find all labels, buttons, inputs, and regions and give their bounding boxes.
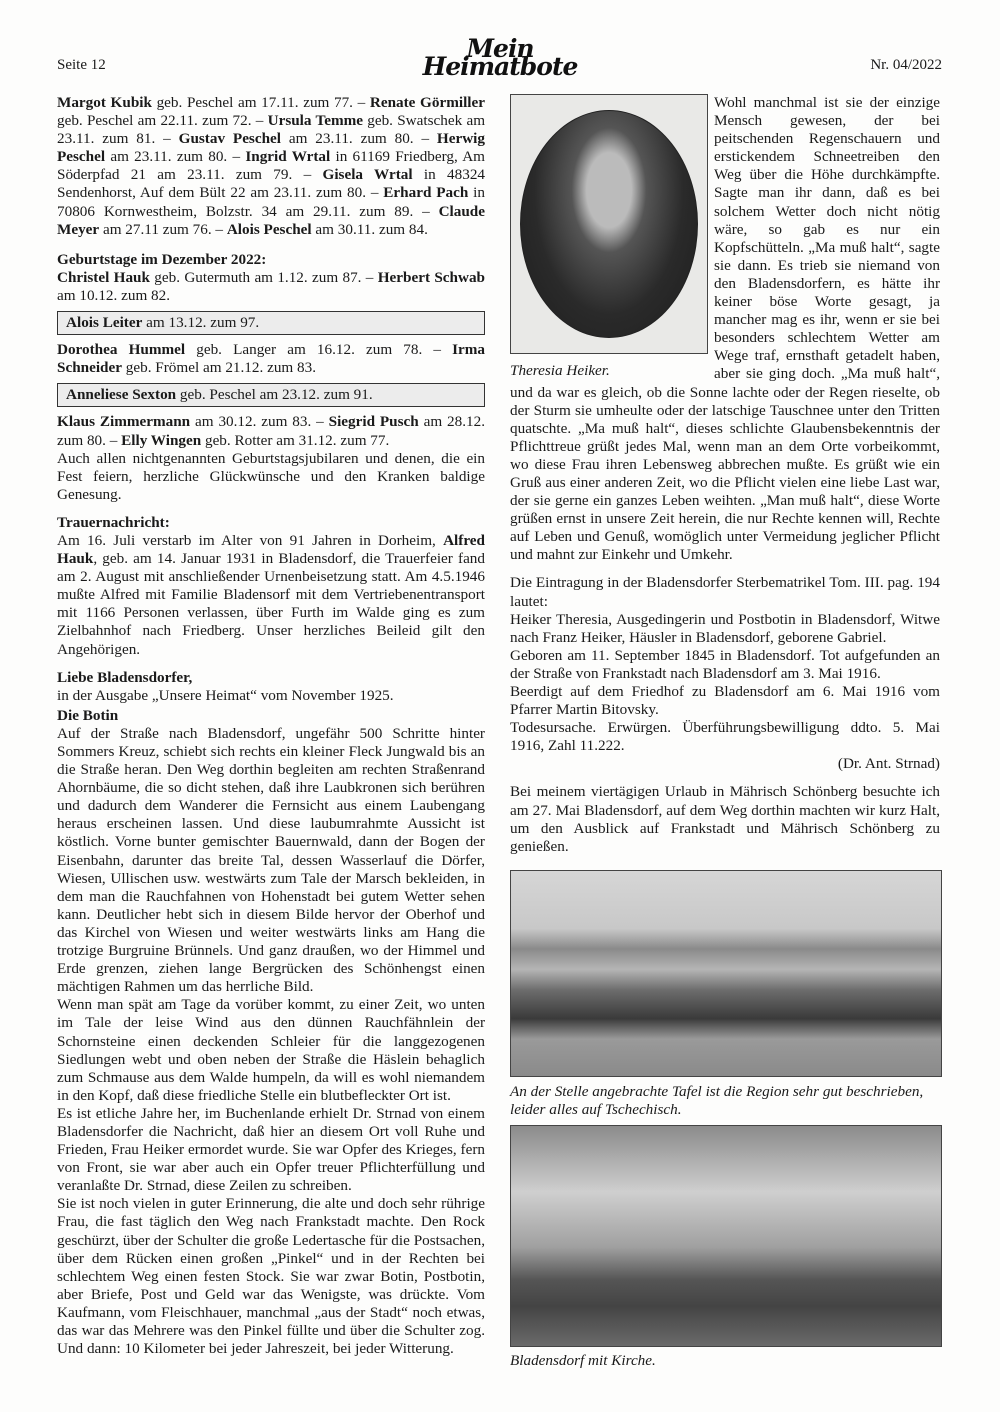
register-entry: Geboren am 11. September 1845 in Bladensdorf. Tot aufgefunden an der Straße von Frankstadt nach Bladensdorf am 3. Mai 1916. — [510, 646, 940, 682]
december-birthdays-1 — [57, 269, 485, 305]
text-run: geb. Rotter am 31.12. zum 77. — [201, 431, 390, 449]
highlighted-birthday-2 — [57, 383, 485, 407]
mourning-heading: Trauernachricht: — [57, 513, 170, 531]
botin-paragraph: Wenn man spät am Tage da vorüber kommt, zu einer Zeit, wo unten im Tale der leise Wind aus den dünnen Rauchfähnlein der Schornsteine einen deckenden Schleier für die langgezogenen Siedlungen webt und oben neben der Straße die Häslein behaglich zum Schmause aus dem Walde humpeln, da will es wohl niemandem in den Kopf, daß diese friedliche Stelle ein blutbefleckter Ort ist. — [57, 996, 485, 1104]
person-name: Ingrid Wrtal — [245, 148, 331, 166]
landscape-caption: An der Stelle angebrachte Tafel ist die Region sehr gut beschrieben, leider alles auf Tschechisch. — [510, 1083, 924, 1119]
person-name: Herbert Schwab — [377, 268, 485, 286]
portrait-caption: Theresia Heiker. — [510, 362, 610, 379]
dear-heading: Liebe Bladensdorfer, — [57, 668, 193, 686]
text-run: in 48324 Sendenhorst, Auf dem Bült 22 am 23.11. zum 80. – — [57, 166, 486, 202]
botin-paragraph: Auf der Straße nach Bladensdorf, ungefähr 500 Schritte hinter Sommers Kreuz, schiebt sich rechts ein kleiner Fleck Jungwald bis an die Straße heran. Den Weg dorthin begleiten am rechten Straßenrand Ahornbäume, die so dicht stehen, daß ihre Laubkronen sich berühren und dadurch dem Wanderer die Fernsicht aus einem Laubengang heraus erscheinen lassen. Und diese laubumrahmte Aussicht ist köstlich. Vorne bunter gemischter Bauernwald, dann der Bogen der Eisenbahn, darunter das breite Tal, dessen Wasserlauf die Dörfer, Wiesen, Ullischen usw. westwärts zum Tale der Marsch bekleiden, in dem man die Rauchfahnen von Hohenstadt bei gutem Wetter sehen kann. Deutlicher hebt sich in diesem Bilde hervor der Oberhof und das Kirchel von Wiesen und weiter westwärts links am Hang die trotzige Burgruine Brünnels. Und ganz draußen, wo der Himmel und Erde grenzen, ziehen lange Bergrücken des Schönhengst einen mächtigen Rahmen um das herrliche Bild. — [57, 724, 485, 996]
text-run: geb. Frömel am 21.12. zum 83. — [121, 359, 317, 377]
botin-heading: Die Botin — [57, 706, 119, 724]
person-name: Irma Schneider — [57, 341, 485, 377]
register-entry: Beerdigt auf dem Friedhof zu Bladensdorf am 6. Mai 1916 vom Pfarrer Martin Bitovsky. — [510, 683, 940, 719]
text-run: am 30.11. zum 84. — [311, 220, 428, 238]
text-run: am 10.12. zum 82. — [57, 286, 171, 304]
left-column — [57, 94, 485, 1358]
botin-paragraph: Sie ist noch vielen in guter Erinnerung, die alte und doch sehr rührige Frau, die fast täglich den Weg nach Frankstadt machte. Den Rock geschürzt, über der Schulter die große Ledertasche für die Postsachen, über dem Rücken einen großen „Pinkel“ und in der Rechten bei schlechtem Weg einen festen Stock. Sie war zwar Botin, Postbotin, aber Briefe, Post und Geld war das Wenigste, was drückte. Vom Kaufmann, vom Fleischhauer, manchmal „aus der Stadt“ noch etwas, das war das Mehrere was den Pinkel füllte und über die Schulter zog. Und dann: 10 Kilometer bei jeder Jahreszeit, bei jeder Witterung. — [57, 1195, 485, 1358]
person-name: Alois Leiter — [66, 314, 143, 332]
person-name: Ursula Temme — [267, 112, 363, 130]
botin-continued: Wohl manchmal ist sie der einzige Mensch gewesen, der bei peitschenden Regenschauern und erstickendem Schneetreiben den Weg über die Höhe durchkämpfte. Sagte man ihr dann, daß es bei solchem Wetter doch nicht nötig wäre, so gab es nur ein Kopfschütteln. „Ma muß halt“, sagte sie dann. Es trieb sie niemand von den Bladensdorfern, es hätte ihr keiner böse Worte gesagt, ja mancher mag es ihr, wenn er sie bei besonders schlechtem Wetter am Wege traf, ernsthaft getadelt haben, aber sie ging doch. „Ma muß halt“, und da war es gleich, ob die Sonne lachte oder der Regen rieselte, ob der Sturm sie umheulte oder der latschige Tauschnee unter den Tritten quatschte. „Ma muß halt“, dieses schlichte Glaubensbekenntnis der Pflichttreue grüßt jedes Mal, wenn man an dem Orte vorbeikommt, wo diese Frau ihren Lebensweg abbrechen mußte. Es grüßt wie ein Gruß aus einer anderen Zeit, wo die Pflicht vielen eine liebe Last war, der sie gerne ein ganzes Leben weihten. „Man muß halt“, diese Worte grüßen ernst in unsere Zeit herein, die nur Rechte kennen will, Rechte auf Leben und Genuß, womöglich unter Vermeidung jeglicher Pflicht und mahnt zur Einkehr und Umkehr. — [510, 94, 940, 564]
landscape-photo — [510, 870, 942, 1077]
text-run: am 13.12. zum 97. — [142, 314, 260, 332]
text-run: geb. Gutermuth am 1.12. zum 87. – — [149, 268, 378, 286]
person-name: Alois Peschel — [226, 220, 312, 238]
text-run: am 30.12. zum 83. – — [190, 413, 329, 431]
text-run: in 61169 Friedberg, Am Söderpfad 21 am 23.11. zum 79. – — [57, 148, 485, 184]
text-run: geb. Swatschek am 23.11. zum 81. – — [57, 112, 486, 148]
issue-number: Nr. 04/2022 — [870, 57, 942, 73]
december-birthdays-3 — [57, 413, 485, 449]
author-signature: (Dr. Ant. Strnad) — [837, 755, 940, 773]
church-caption: Bladensdorf mit Kirche. — [510, 1352, 656, 1369]
text-run: geb. Peschel am 23.12. zum 91. — [176, 386, 373, 404]
person-name: Erhard Pach — [383, 184, 469, 202]
portrait-oval — [520, 110, 698, 338]
register-entry: Todesursache. Erwürgen. Überführungsbewilligung ddto. 5. Mai 1916, Zahl 11.222. — [510, 719, 940, 755]
text-run: am 23.11. zum 80. – — [105, 148, 246, 166]
botin-paragraph: Es ist etliche Jahre her, im Buchenlande erhielt Dr. Strnad von einem Bladensdorfer die Nachricht, daß hier an diesem Ort voll Ruhe und Frieden, Frau Heiker ermordet wurde. Sie war Opfer des Krieges, fern von Front, sie war aber auch ein Opfer treuer Pflichterfüllung und veranlaßte Dr. Strnad, diese Zeilen zu schreiben. — [57, 1104, 485, 1195]
page-number: Seite 12 — [57, 57, 106, 73]
church-photo — [510, 1125, 942, 1347]
register-entry: Heiker Theresia, Ausgedingerin und Postbotin in Bladensdorf, Witwe nach Franz Heiker, Häusler in Bladensdorf, geborene Gabriel. — [510, 610, 940, 646]
portrait-figure — [510, 94, 710, 380]
text-run: am 27.11 zum 76. – — [99, 220, 227, 238]
person-name: Alfred Hauk — [57, 531, 485, 568]
person-name: Siegrid Pusch — [328, 413, 419, 431]
december-birthdays-2 — [57, 341, 485, 377]
december-heading: Geburtstage im Dezember 2022: — [57, 250, 267, 268]
text-run: geb. Peschel am 22.11. zum 72. – — [57, 112, 268, 130]
person-name: Dorothea Hummel — [57, 341, 186, 359]
text-run: geb. Langer am 16.12. zum 78. – — [185, 341, 453, 359]
person-name: Gisela Wrtal — [322, 166, 413, 184]
person-name: Klaus Zimmermann — [57, 413, 191, 431]
text-run: am 28.12. zum 80. – — [57, 413, 486, 449]
dear-text: in der Ausgabe „Unsere Heimat“ vom November 1925. — [57, 686, 394, 704]
masthead-logo: Mein Heimatbote — [422, 34, 578, 82]
text-run: , geb. am 14. Januar 1931 in Bladensdorf, die Trauerfeier fand am 2. August mit anschließender Urnenbeisetzung statt. Am 4.5.1946 mußte Alfred mit Familie Bladensorf mit dem Vertriebenentransport mit 1166 Personen verlassen, über Furth im Walde ging es zum Zielbahnhof nach Friedberg. Unser herzliches Beileid gilt den Angehörigen. — [57, 550, 485, 658]
mourning-text — [57, 532, 485, 659]
person-name: Herwig Peschel — [57, 130, 485, 166]
holiday-text: Bei meinem viertägigen Urlaub in Mährisch Schönberg besuchte ich am 27. Mai Bladensdorf, auf dem Weg dorthin machten wir kurz Halt, um den Ausblick auf Frankstadt und Mährisch Schönberg zu genießen. — [510, 783, 940, 855]
text-run: Am 16. Juli verstarb im Alter von 91 Jahren in Dorheim, — [57, 531, 444, 549]
text-run: am 23.11. zum 80. – — [281, 130, 437, 148]
november-birthdays — [57, 94, 485, 239]
text-run: geb. Peschel am 17.11. zum 77. – — [151, 94, 370, 111]
highlighted-birthday-1 — [57, 311, 485, 335]
person-name: Margot Kubik — [57, 94, 152, 111]
person-name: Elly Wingen — [121, 431, 202, 449]
text-run: in 70806 Kornwestheim, Bolzstr. 34 am 29.11. zum 89. – — [57, 184, 485, 220]
person-name: Christel Hauk — [57, 268, 150, 286]
register-entry: Die Eintragung in der Bladensdorfer Sterbematrikel Tom. III. pag. 194 lautet: — [510, 574, 940, 610]
right-column — [510, 94, 940, 856]
person-name: Anneliese Sexton — [66, 386, 177, 404]
person-name: Renate Görmiller — [369, 94, 485, 111]
person-name: Claude Meyer — [57, 202, 485, 238]
wishes-text: Auch allen nichtgenannten Geburtstagsjubilaren und denen, die ein Fest feiern, herzliche Glückwünsche und den Kranken baldige Genesung. — [57, 449, 485, 503]
portrait-photo — [510, 94, 708, 354]
person-name: Gustav Peschel — [178, 130, 281, 148]
